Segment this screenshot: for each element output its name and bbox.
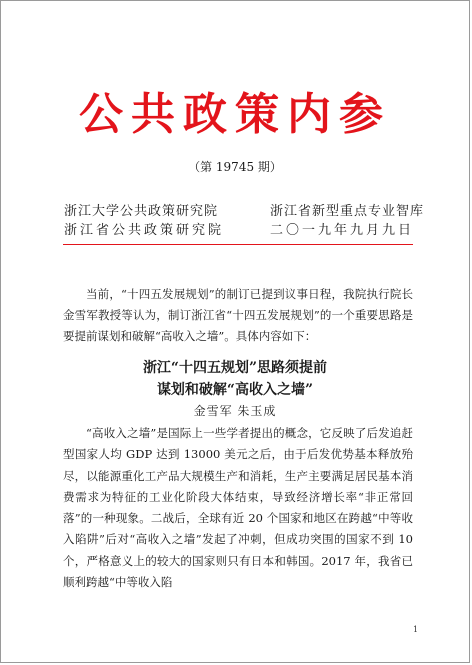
issuer-left-line-2: 浙江省公共政策研究院: [64, 223, 225, 238]
authors: 金雪军 朱玉成: [193, 404, 277, 418]
intro-text: 当前，“十四五发展规划”的制订已提到议事日程，我院执行院长金雪军教授等认为，制订浙江省“十四五发展规划”的一个重要思路是要提前谋划和破解“高收入之墙”。具体内容如下：: [63, 287, 413, 343]
issue-number: （第 19745 期）: [188, 160, 282, 174]
issue-date: 二〇一九年九月九日: [270, 223, 415, 238]
body-text: “高收入之墙”是国际上一些学者提出的概念，它反映了后发追赶型国家人均 GDP 达到 13000 美元之后，由于后发优势基本释放殆尽，以能源重化工产品大规模生产和消耗，生产主要满足居民基本消费需求为特征的工业化阶段大体结束，导致经济增长率“非正常回落”的一种现象。二战后，全球有近 20 个国家和地区在跨越“中等收入陷阱”后对“高收入之墙”发起了冲刺，但成功突围的国家不到 10 个，严格意义上的较大的国家则只有日本和韩国。2017 年，我省已顺利跨越“中等收入陷: [63, 426, 413, 590]
issuer-left: [64, 202, 224, 240]
body-paragraph: [63, 423, 413, 593]
article-title-line-2: 谋划和破解“高收入之墙”: [156, 382, 314, 398]
article-title-line-1: 浙江“十四五规划”思路须提前: [142, 360, 328, 376]
intro-paragraph: [63, 284, 413, 347]
page-number: 1: [413, 625, 419, 634]
issuer-right: [270, 202, 424, 240]
document-title: 公共政策内参: [79, 89, 391, 140]
issuer-right-line-1: 浙江省新型重点专业智库: [270, 204, 425, 219]
red-divider: [63, 244, 413, 245]
issuer-left-line-1: 浙江大学公共政策研究院: [64, 204, 219, 219]
